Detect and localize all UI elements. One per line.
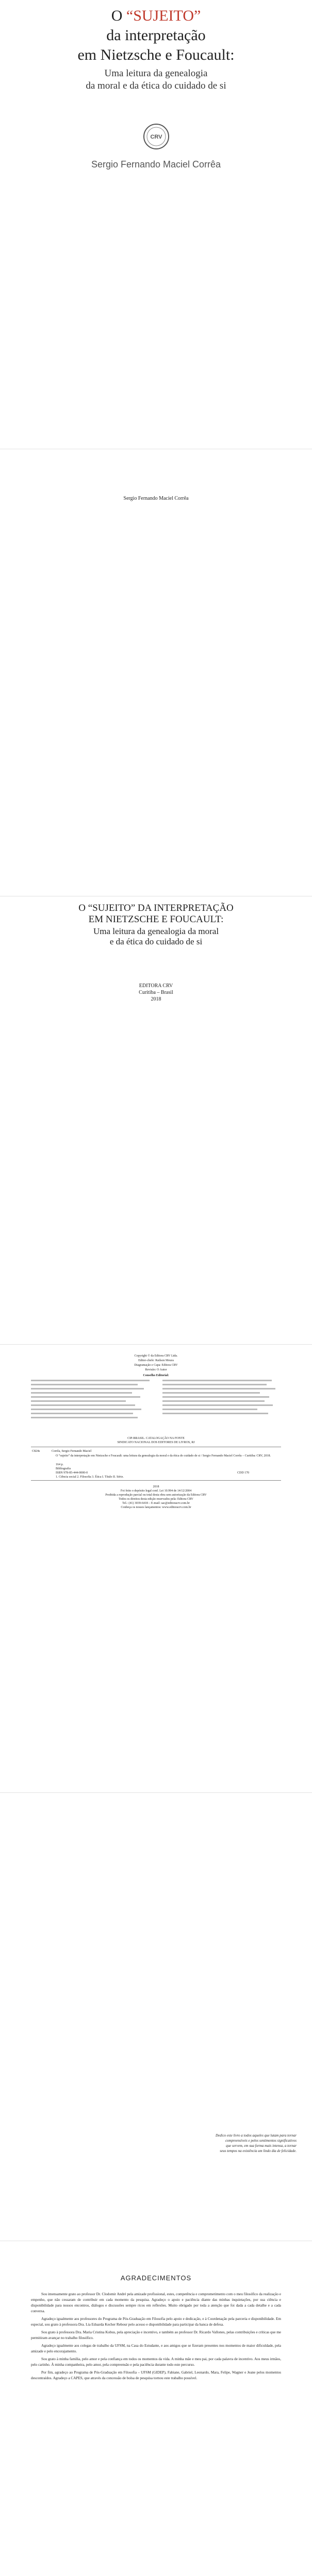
acknowledgments-page <box>0 2241 312 2576</box>
copyright-line4: Revisão: O Autor <box>145 1368 167 1371</box>
acknowledgments-paragraph: Sou imensamente grato ao professor Dr. Clodomir André pela amizade profissional, estes, competência e comprometimento com o meu filosófico da realização e empenho, que não cessaram de contribuir em cada momento da pesquisa. Agradeço o apoio e paciência diante das minhas inquietações, por sua ciência e disponibilidade para nossos encontros, diálogos e discussões sempre ricos em reflexões. Muito obrigado por toda a atenção que foi dada a cada detalhe e a cada conversa. <box>31 2292 281 2313</box>
copyright-footer-contact: Tel.: (41) 3039-6418 – E-mail: sac@editoracrv.com.br <box>122 1502 190 1505</box>
publisher-logo <box>142 123 170 150</box>
acknowledgments-paragraph: Por fim, agradeço ao Programa de Pós-Graduação em Filosofia – UFSM (GIDEP), Fabiane, Gabriel, Leonardo, Mara, Felipe, Wagner e Jeane pelos momentos descontraídos. Agradeço a CAPES, que através da concessão de bolsa de pesquisa tornou este trabalho possível. <box>31 2370 281 2380</box>
copyright-page <box>0 1345 312 1793</box>
cover-title-line3: em Nietzsche e Foucault: <box>77 46 235 63</box>
cip-description: O “sujeito” da interpretação em Nietzsche e Foucault: uma leitura da genealogia da moral e da ética do cuidado de si / Sergio Fernando Maciel Corrêa – Curitiba: CRV, 2018. <box>56 1454 271 1458</box>
half-title-page <box>0 449 312 896</box>
editorial-board-list <box>31 1379 281 1425</box>
cip-pages: 164 p. <box>56 1463 63 1466</box>
editorial-board-title: Conselho Editorial: <box>143 1374 169 1377</box>
dedication-text <box>155 2133 297 2154</box>
title-page-line4: e da ética do cuidado de si <box>109 937 203 946</box>
cip-isbn: ISBN 978-85-444-0000-0 <box>56 1471 88 1475</box>
cip-record-box <box>31 1447 281 1481</box>
copyright-footer-website: Conheça os nossos lançamentos: www.editoracrv.com.br <box>121 1506 191 1509</box>
half-title-author: Sergio Fernando Maciel Corrêa <box>123 496 189 501</box>
dedication-line: que servem, em sua forma mais intensa, a tornar <box>226 2144 297 2148</box>
acknowledgments-paragraph: Sou grato à minha família, pelo amor e pela confiança em todos os momentos da vida. A minha mãe e meu pai, por cada palavra de incentivo. Aos meus irmãos, pelo carinho. À minha companheira, pelo amor, pela compreensão e pela paciência durante todo este percurso. <box>31 2357 281 2367</box>
dedication-line: compreensíveis e pelos sentimentos significativos <box>225 2139 297 2143</box>
acknowledgments-paragraph: Agradeço igualmente aos professores do Programa de Pós-Graduação em Filosofia pelo apoio e dedicação, e à Coordenação pela parceria e disponibilidade. Em especial, sou grato à professora Dra. Lia Eduarda Kecher Rebour pelo acesso e disponibilidade para participar da banca de defesa. <box>31 2317 281 2327</box>
cover-author: Sergio Fernando Maciel Corrêa <box>91 159 221 170</box>
dedication-line: seus tempos na existência um lindo dia de felicidade. <box>220 2149 297 2153</box>
title-page-city: Curitiba – Brasil <box>139 990 173 995</box>
title-page-line3: Uma leitura da genealogia da moral <box>93 926 219 936</box>
cover-title-line2: da interpretação <box>106 27 206 44</box>
svg-text:CRV: CRV <box>150 134 162 140</box>
acknowledgments-heading: AGRADECIMENTOS <box>120 2274 192 2282</box>
cover-title-highlight: “SUJEITO” <box>126 7 201 24</box>
cip-bibliography: Bibliografia <box>56 1467 71 1470</box>
title-page-year: 2018 <box>151 996 161 1002</box>
crv-logo-icon <box>142 123 170 150</box>
acknowledgments-paragraph: Sou grato à professora Dra. Maria Cristina Kobus, pela apreciação e incentivo, e também ao professor Dr. Ricardo Vallones, pelas contribuições e críticas que me permitiram avançar no trabalho filosófico. <box>31 2330 281 2340</box>
title-page-line2: EM NIETZSCHE E FOUCAULT: <box>88 914 224 925</box>
dedication-line: Dedico este livro a todos aqueles que lutam para tornar <box>215 2133 297 2138</box>
title-page-line1: O “SUJEITO” DA INTERPRETAÇÃO <box>78 903 234 913</box>
cover-page <box>0 0 312 449</box>
cover-subtitle-line2: da moral e da ética do cuidado de si <box>86 80 226 91</box>
copyright-line1: Copyright © da Editora CRV Ltda. <box>134 1354 178 1358</box>
cover-title-pre: O <box>111 7 123 24</box>
copyright-footer-rights: Proibida a reprodução parcial ou total desta obra sem autorização da Editora CRV <box>105 1494 207 1497</box>
dedication-page <box>0 1793 312 2241</box>
copyright-line2: Editor-chefe: Railson Moura <box>138 1359 174 1362</box>
copyright-footer-reserved: Todos os direitos desta edição reservados pela: Editora CRV <box>119 1498 193 1501</box>
catalog-title: CIP-BRASIL. CATALOGAÇÃO NA FONTE <box>127 1437 185 1440</box>
acknowledgments-paragraph: Agradeço igualmente aos colegas de trabalho da UFSM, na Casa do Estudante, e aos amigos que se fizeram presentes nos momentos de maior dificuldade, pela amizade e pelo encorajamento. <box>31 2344 281 2353</box>
title-page-publisher: EDITORA CRV <box>139 983 173 989</box>
cover-title-line1 <box>0 7 312 25</box>
acknowledgments-body <box>31 2292 281 2383</box>
cip-code: C824s <box>32 1450 40 1453</box>
copyright-line3: Diagramação e Capa: Editora CRV <box>134 1364 178 1367</box>
cip-author: Corrêa, Sergio Fernando Maciel <box>52 1450 92 1453</box>
catalog-subtitle: SINDICATO NACIONAL DOS EDITORES DE LIVROS, RJ <box>117 1441 195 1444</box>
copyright-footer-year: 2018 <box>153 1485 159 1488</box>
copyright-footer-legal: Foi feito o depósito legal conf. Lei 10.994 de 14/12/2004 <box>120 1489 192 1493</box>
cover-subtitle-line1: Uma leitura da genealogia <box>104 68 208 79</box>
cip-subjects: 1. Ciência social 2. Filosofia 3. Ética I. Título II. Série. <box>56 1476 124 1479</box>
cip-cdd: CDD 170 <box>237 1471 250 1475</box>
title-page <box>0 896 312 1345</box>
